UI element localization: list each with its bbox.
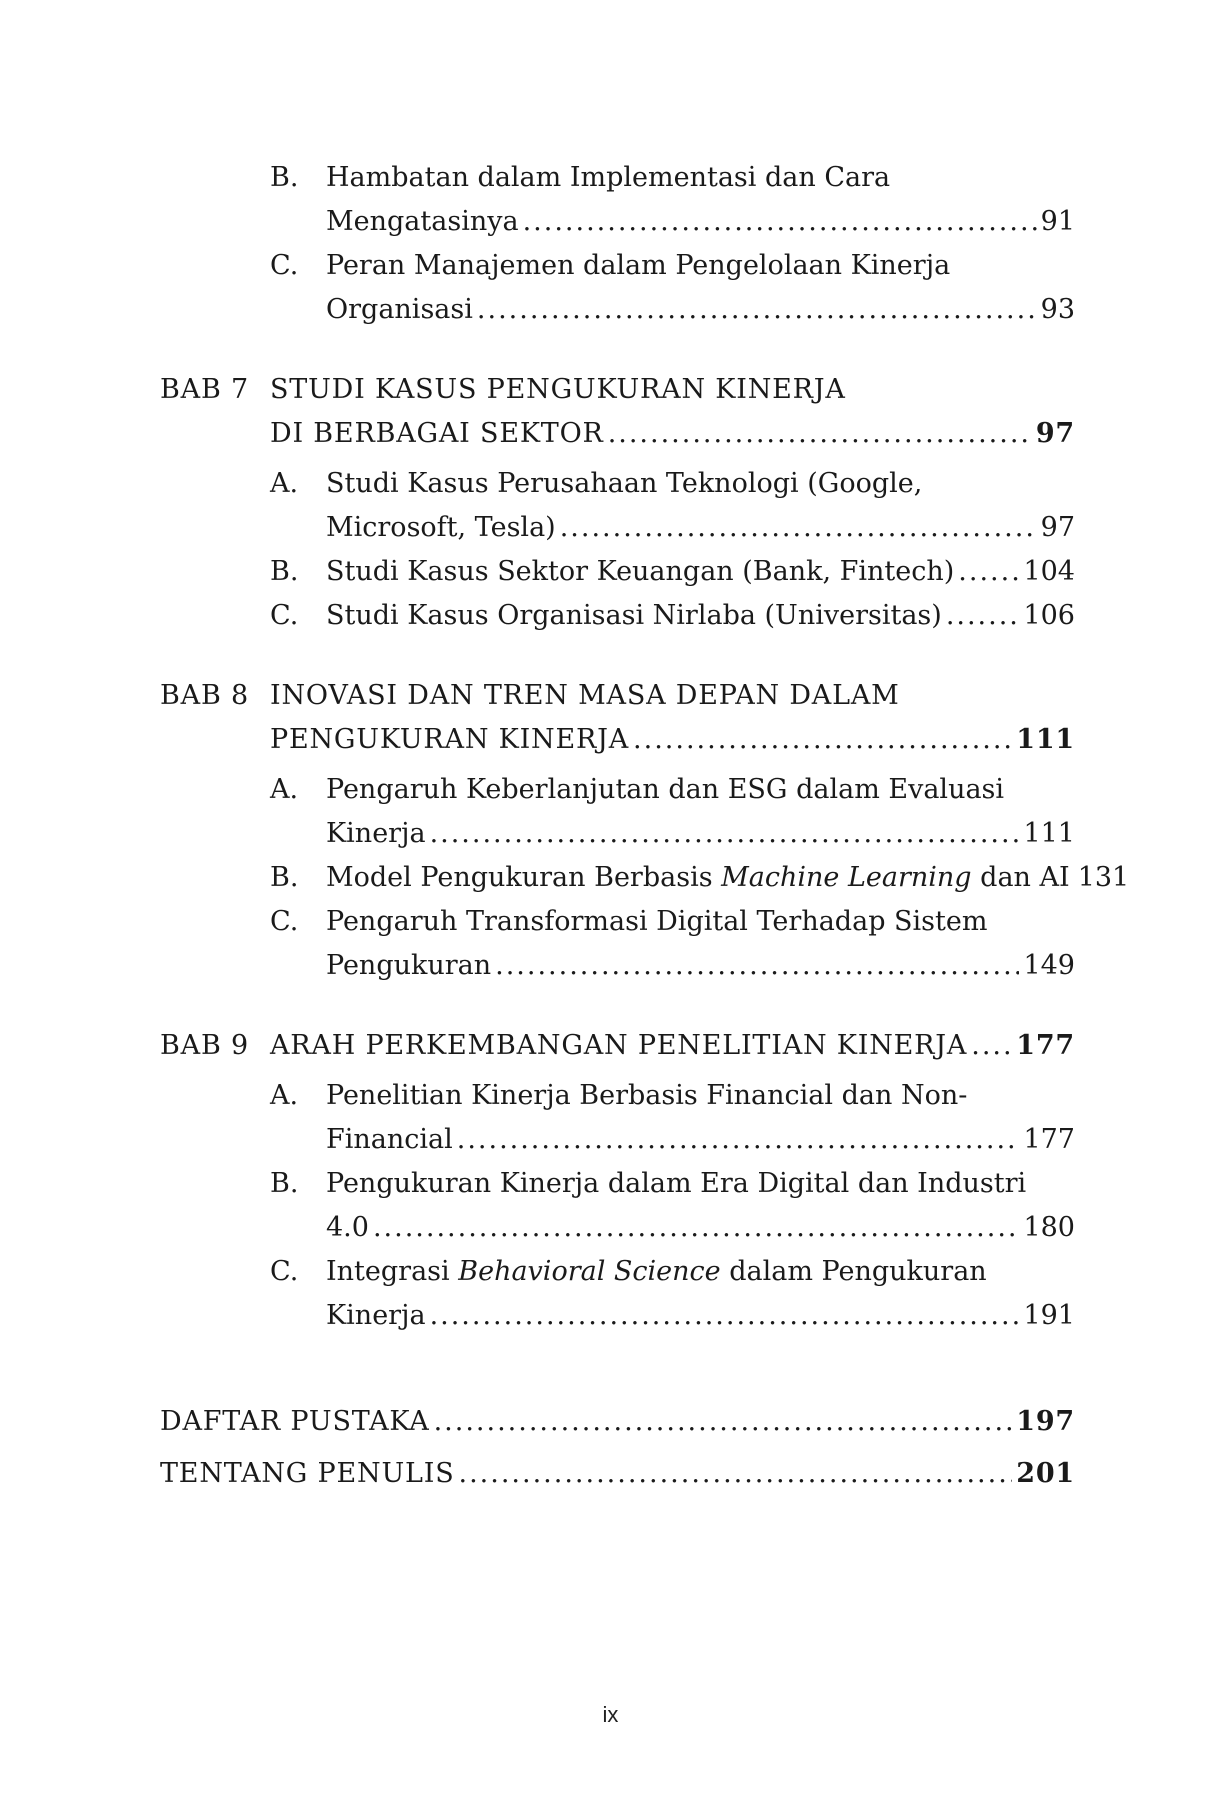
toc-entry[interactable]	[270, 156, 1075, 244]
page-number: 111	[1016, 724, 1075, 755]
toc-chapter	[160, 368, 1075, 638]
page-number: 97	[1035, 418, 1075, 449]
entry-title-line: Penelitian Kinerja Berbasis Financial dan Non-	[326, 1080, 968, 1111]
entry-title-line: 4.0	[326, 1212, 369, 1243]
toc-entries	[270, 156, 1075, 332]
dot-leader	[608, 412, 1032, 456]
entry-title-line: Pengaruh Keberlanjutan dan ESG dalam Evaluasi	[326, 774, 1005, 805]
dot-leader	[946, 594, 1020, 638]
dot-leader	[459, 1448, 1013, 1500]
entry-letter: A.	[270, 468, 299, 499]
toc-continued-section	[160, 156, 1075, 332]
entry-title-italic: Machine Learning	[721, 862, 972, 893]
dot-leader	[477, 288, 1037, 332]
page-number: 111	[1023, 818, 1075, 849]
entry-letter: A.	[270, 1080, 299, 1111]
dot-leader	[958, 550, 1019, 594]
table-of-contents	[160, 150, 1130, 1500]
entry-letter: B.	[270, 862, 299, 893]
entry-title-line: Organisasi	[326, 294, 473, 325]
entry-letter: B.	[270, 1168, 299, 1199]
page-number: 180	[1023, 1212, 1075, 1243]
dot-leader	[633, 718, 1012, 762]
page-number: 177	[1023, 1124, 1075, 1155]
dot-leader	[457, 1118, 1020, 1162]
chapter-title-line: INOVASI DAN TREN MASA DEPAN DALAM	[270, 680, 900, 711]
toc-entry[interactable]	[270, 900, 1075, 988]
entry-title-line: Peran Manajemen dalam Pengelolaan Kinerja	[326, 250, 951, 281]
dot-leader	[434, 1396, 1013, 1448]
back-entry-title: TENTANG PENULIS	[160, 1458, 455, 1489]
entry-title-line: Kinerja	[326, 1300, 426, 1331]
page-number: 197	[1016, 1406, 1075, 1437]
back-entry-title: DAFTAR PUSTAKA	[160, 1406, 430, 1437]
chapter-heading[interactable]	[160, 368, 1075, 456]
toc-entries	[270, 1074, 1075, 1338]
entry-title-line: Pengaruh Transformasi Digital Terhadap Sistem	[326, 906, 988, 937]
toc-entry[interactable]	[270, 856, 1130, 900]
entry-title-segment: Integrasi	[326, 1256, 459, 1287]
entry-title-line: Pengukuran	[326, 950, 492, 981]
entry-title-segment: dan AI	[971, 862, 1070, 893]
page-number: 104	[1023, 556, 1075, 587]
page-number: 91	[1040, 206, 1075, 237]
toc-entry[interactable]	[270, 462, 1075, 550]
dot-leader	[971, 1024, 1012, 1068]
chapter-title-line: ARAH PERKEMBANGAN PENELITIAN KINERJA	[270, 1030, 968, 1061]
entry-title-line: Mengatasinya	[326, 206, 519, 237]
chapter-number: BAB 7	[160, 374, 249, 405]
chapter-heading[interactable]	[160, 674, 1075, 762]
page-number: 97	[1040, 512, 1075, 543]
chapter-number: BAB 9	[160, 1030, 249, 1061]
entry-letter: B.	[270, 556, 299, 587]
entry-title-segment: Model Pengukuran Berbasis	[326, 862, 722, 893]
entry-title-line	[326, 856, 1070, 900]
toc-chapter	[160, 1024, 1075, 1338]
page-number: 131	[1077, 862, 1130, 893]
toc-back-entry[interactable]	[160, 1448, 1075, 1500]
entry-title-line: Studi Kasus Perusahaan Teknologi (Google,	[326, 468, 923, 499]
entry-title-line: Hambatan dalam Implementasi dan Cara	[326, 162, 891, 193]
chapter-title-line: STUDI KASUS PENGUKURAN KINERJA	[270, 374, 846, 405]
entry-letter: C.	[270, 1256, 299, 1287]
toc-entry[interactable]	[270, 1250, 1075, 1338]
page-number: 149	[1023, 950, 1075, 981]
chapter-title-line: PENGUKURAN KINERJA	[270, 724, 630, 755]
back-matter	[160, 1396, 1075, 1500]
page-number: 177	[1016, 1030, 1075, 1061]
dot-leader	[430, 812, 1020, 856]
page-number: 93	[1040, 294, 1075, 325]
dot-leader	[523, 200, 1037, 244]
toc-entries	[270, 768, 1130, 988]
dot-leader	[430, 1294, 1020, 1338]
entry-title-italic: Behavioral Science	[458, 1256, 721, 1287]
entry-title-segment: dalam Pengukuran	[720, 1256, 987, 1287]
entry-letter: A.	[270, 774, 299, 805]
entry-title-line: Microsoft, Tesla)	[326, 512, 556, 543]
toc-entry[interactable]	[270, 244, 1075, 332]
chapter-heading[interactable]	[160, 1024, 1075, 1068]
entry-title-line	[326, 1250, 1075, 1294]
toc-entries	[270, 462, 1075, 638]
page-folio: ix	[602, 1702, 619, 1727]
entry-title-line: Kinerja	[326, 818, 426, 849]
entry-letter: C.	[270, 600, 299, 631]
toc-entry[interactable]	[270, 1074, 1075, 1162]
page-number: 191	[1023, 1300, 1075, 1331]
toc-entry[interactable]	[270, 594, 1075, 638]
dot-leader	[373, 1206, 1020, 1250]
dot-leader	[495, 944, 1019, 988]
entry-title-line: Studi Kasus Organisasi Nirlaba (Universitas)	[326, 600, 942, 631]
toc-back-entry[interactable]	[160, 1396, 1075, 1448]
entry-title-line: Studi Kasus Sektor Keuangan (Bank, Fintech)	[326, 556, 955, 587]
toc-entry[interactable]	[270, 768, 1075, 856]
page-number: 201	[1016, 1458, 1075, 1489]
entry-letter: C.	[270, 250, 299, 281]
toc-entry[interactable]	[270, 1162, 1075, 1250]
entry-title-line: Financial	[326, 1124, 453, 1155]
page-number: 106	[1023, 600, 1075, 631]
toc-chapter	[160, 674, 1130, 988]
entry-title-line: Pengukuran Kinerja dalam Era Digital dan Industri	[326, 1168, 1027, 1199]
dot-leader	[560, 506, 1037, 550]
entry-letter: C.	[270, 906, 299, 937]
entry-letter: B.	[270, 162, 299, 193]
chapter-number: BAB 8	[160, 680, 249, 711]
toc-entry[interactable]	[270, 550, 1075, 594]
chapter-title-line: DI BERBAGAI SEKTOR	[270, 418, 604, 449]
